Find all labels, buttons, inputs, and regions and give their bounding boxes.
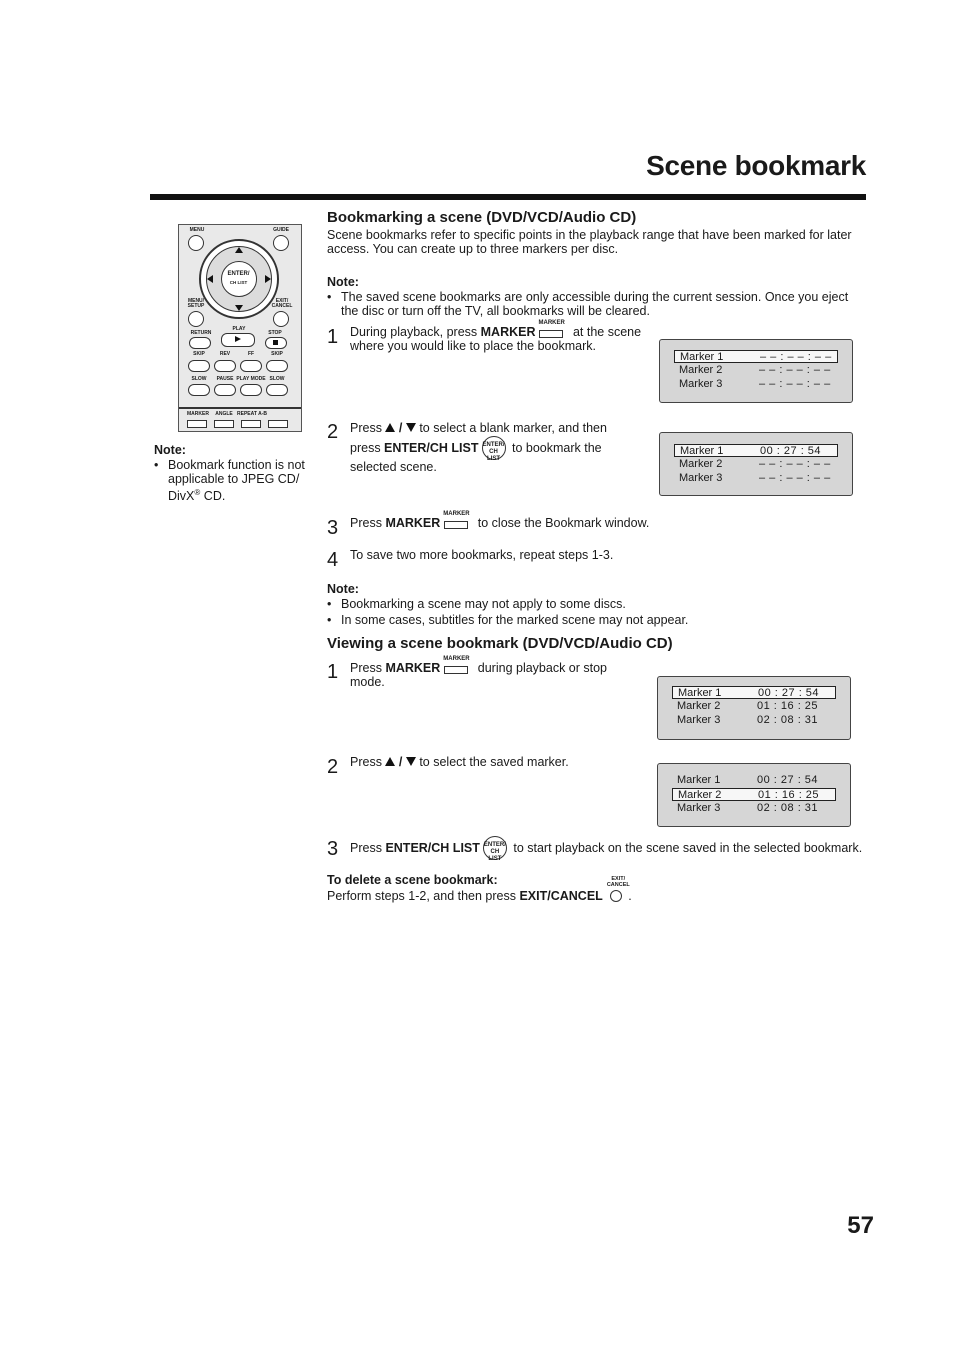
play-mode-button — [240, 384, 262, 396]
view-step-1-text: Press MARKER MARKER during playback or stop mode. — [350, 656, 608, 689]
remote-label-skip-back: SKIP — [193, 351, 205, 357]
view-step-2-text: Press / to select the saved marker. — [350, 755, 569, 769]
remote-label-ff: FF — [247, 351, 255, 357]
osd-row-selected: Marker 1 00 : 27 : 54 — [674, 444, 838, 457]
enter-key-icon: ENTER/ CH LIST — [482, 436, 506, 460]
remote-label-play-mode: PLAY MODE — [236, 376, 266, 382]
osd-row: Marker 1 00 : 27 : 54 — [677, 774, 819, 786]
down-arrow-icon — [406, 423, 416, 432]
remote-label-slow-back: SLOW — [191, 376, 207, 382]
osd-row: Marker 3 – – : – – : – – — [679, 472, 831, 484]
remote-label-stop: STOP — [268, 330, 282, 336]
enter-key-icon: ENTER/ CH LIST — [483, 836, 507, 860]
bookmark-osd-2 — [659, 432, 853, 496]
slow-back-button — [188, 384, 210, 396]
guide-button — [273, 235, 289, 251]
remote-label-play: PLAY — [232, 326, 246, 332]
remote-label-angle: ANGLE — [215, 411, 233, 417]
remote-label-return: RETURN — [190, 330, 212, 336]
section-heading-viewing: Viewing a scene bookmark (DVD/VCD/Audio CD) — [327, 635, 673, 652]
step-number: 4 — [327, 549, 339, 571]
bookmark-osd-3 — [657, 676, 851, 740]
osd-row: Marker 3 – – : – – : – – — [679, 378, 831, 390]
dpad — [199, 239, 279, 319]
osd-row-selected: Marker 1 – – : – – : – – — [674, 350, 838, 363]
note-item: • In some cases, subtitles for the marked scene may not appear. — [327, 614, 862, 628]
delete-text: Perform steps 1-2, and then press EXIT/CANCEL EXIT/ CANCEL . — [327, 876, 632, 903]
left-arrow-icon — [207, 275, 213, 283]
step-number: 1 — [327, 661, 339, 683]
remote-label-pause: PAUSE — [216, 376, 234, 382]
remote-divider — [179, 407, 302, 409]
section-heading-bookmarking: Bookmarking a scene (DVD/VCD/Audio CD) — [327, 209, 637, 226]
marker-key-icon: MARKER — [444, 663, 470, 674]
osd-row-selected: Marker 2 01 : 16 : 25 — [672, 788, 836, 801]
note-item: • The saved scene bookmarks are only accessible during the current session. Once you eject the disc or turn off the TV, all bookmarks will be cleared. — [327, 291, 862, 318]
remote-label-menu: MENU — [189, 227, 205, 233]
note-item: • Bookmarking a scene may not apply to some discs. — [327, 598, 862, 612]
play-icon — [235, 336, 241, 342]
sidebar-note — [154, 459, 314, 504]
exit-cancel-key-icon: EXIT/ CANCEL — [609, 890, 623, 902]
osd-row: Marker 2 01 : 16 : 25 — [677, 700, 819, 712]
remote-label-exit-cancel: EXIT/ CANCEL — [271, 298, 293, 309]
osd-row: Marker 3 02 : 08 : 31 — [677, 802, 819, 814]
remote-control-illustration — [178, 224, 302, 432]
menu-button — [188, 235, 204, 251]
sidebar-note-heading: Note: — [154, 443, 186, 457]
osd-row-selected: Marker 1 00 : 27 : 54 — [672, 686, 836, 699]
step-3-text: Press MARKER MARKER to close the Bookmark window. — [350, 511, 650, 530]
delete-heading: To delete a scene bookmark: — [327, 873, 498, 887]
repeat-button — [241, 420, 261, 428]
step-2-text: Press / to select a blank marker, and then press ENTER/CH LIST ENTER/ CH LIST to bookmark the selected scene. — [350, 421, 607, 474]
page-number: 57 — [847, 1212, 874, 1239]
note-heading: Note: — [327, 582, 359, 596]
up-arrow-icon — [235, 247, 243, 253]
slow-fwd-button — [266, 384, 288, 396]
marker-key-icon: MARKER — [539, 327, 565, 338]
step-1-text: During playback, press MARKER MARKER at the scene where you would like to place the bookmark. — [350, 320, 642, 353]
enter-label: ENTER/ — [227, 271, 250, 277]
bookmark-osd-1 — [659, 339, 853, 403]
bookmark-osd-4 — [657, 763, 851, 827]
sidebar-note-item: • Bookmark function is not applicable to JPEG CD/ DivX® CD. — [154, 459, 314, 504]
note-list — [327, 598, 862, 628]
play-button — [221, 333, 255, 347]
angle-button — [214, 420, 234, 428]
title-rule — [150, 194, 866, 200]
remote-label-rev: REV — [219, 351, 231, 357]
extra-button — [268, 420, 288, 428]
page-title: Scene bookmark — [646, 150, 866, 181]
ff-button — [240, 360, 262, 372]
remote-label-skip-fwd: SKIP — [271, 351, 283, 357]
remote-label-slow-fwd: SLOW — [269, 376, 285, 382]
step-number: 1 — [327, 326, 339, 348]
remote-label-guide: GUIDE — [273, 227, 289, 233]
remote-label-marker: MARKER — [187, 411, 209, 417]
stop-button — [265, 337, 287, 349]
pause-button — [214, 384, 236, 396]
down-arrow-icon — [235, 305, 243, 311]
up-arrow-icon — [385, 757, 395, 766]
menu-setup-button — [188, 311, 204, 327]
rev-button — [214, 360, 236, 372]
skip-back-button — [188, 360, 210, 372]
remote-label-menu-setup: MENU/ SETUP — [187, 298, 205, 309]
note-heading: Note: — [327, 275, 359, 289]
step-number: 3 — [327, 517, 339, 539]
step-number: 2 — [327, 756, 339, 778]
enter-button — [221, 261, 257, 297]
remote-label-repeat: REPEAT A-B — [237, 411, 267, 417]
up-arrow-icon — [385, 423, 395, 432]
section-intro: Scene bookmarks refer to specific points in the playback range that have been marked for later access. You can create up to three markers per disc. — [327, 228, 852, 256]
osd-row: Marker 2 – – : – – : – – — [679, 364, 831, 376]
view-step-3-text: Press ENTER/CH LIST ENTER/ CH LIST to start playback on the scene saved in the selected bookmark. — [350, 836, 870, 860]
osd-row: Marker 3 02 : 08 : 31 — [677, 714, 819, 726]
marker-key-icon: MARKER — [444, 518, 470, 529]
skip-fwd-button — [266, 360, 288, 372]
right-arrow-icon — [265, 275, 271, 283]
osd-row: Marker 2 – – : – – : – – — [679, 458, 831, 470]
step-number: 3 — [327, 838, 339, 860]
ch-list-label: CH LIST — [229, 280, 248, 285]
note-list — [327, 291, 862, 318]
step-4-text: To save two more bookmarks, repeat steps 1-3. — [350, 548, 614, 562]
return-button — [189, 337, 211, 349]
marker-button — [187, 420, 207, 428]
down-arrow-icon — [406, 757, 416, 766]
exit-cancel-button — [273, 311, 289, 327]
step-number: 2 — [327, 421, 339, 443]
stop-icon — [273, 340, 278, 345]
